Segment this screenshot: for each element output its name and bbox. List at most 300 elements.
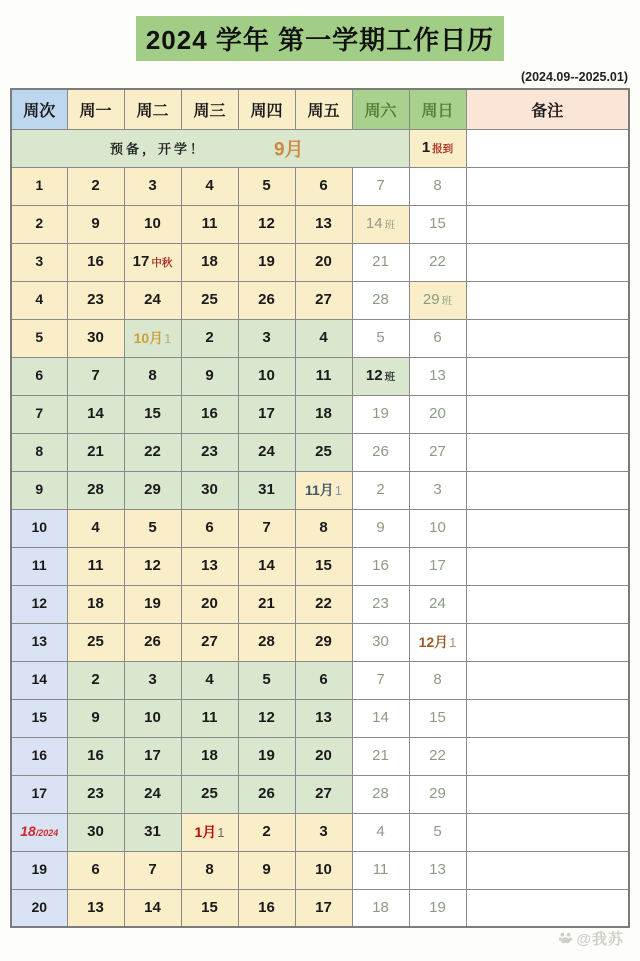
day-cell: [295, 585, 352, 623]
day-number: 1: [421, 139, 431, 156]
day-cell: [352, 737, 409, 775]
day-cell: [352, 471, 409, 509]
semester-start-note: 预备，开学！: [110, 141, 207, 157]
day-cell: [67, 281, 124, 319]
day-number: 24: [144, 291, 161, 308]
day-cell: [352, 585, 409, 623]
day-cell: [352, 813, 409, 851]
header-thursday: 周四: [238, 89, 295, 129]
day-cell: [238, 395, 295, 433]
day-number: 29: [422, 291, 440, 308]
day-number: 1: [217, 825, 225, 840]
day-cell: [295, 471, 352, 509]
day-cell: [409, 585, 466, 623]
week-number: 4: [35, 291, 44, 307]
paw-icon: [558, 931, 573, 946]
page-title: 2024 学年 第一学期工作日历: [136, 16, 504, 61]
day-number: 13: [315, 709, 332, 726]
day-cell: [295, 699, 352, 737]
day-number: 19: [258, 747, 275, 764]
note-cell: [466, 661, 629, 699]
day-number: 30: [87, 823, 104, 840]
day-number: 20: [315, 747, 332, 764]
week-number: 13: [31, 633, 48, 649]
day-cell: [295, 661, 352, 699]
day-number: 5: [376, 329, 385, 346]
header-week-number: 周次: [11, 89, 67, 129]
day-number: 22: [315, 595, 332, 612]
day-cell: [238, 471, 295, 509]
day-number: 2: [91, 177, 100, 194]
day-number: 18: [315, 405, 332, 422]
week-cell: [11, 471, 67, 509]
day-number: 30: [372, 633, 389, 650]
day-number: 21: [258, 595, 275, 612]
day-number: 10: [144, 215, 161, 232]
day-number: 26: [144, 633, 161, 650]
day-cell: [67, 813, 124, 851]
day-cell: [295, 357, 352, 395]
day-number: 9: [376, 519, 385, 536]
note-cell: [466, 395, 629, 433]
day-number: 13: [429, 367, 446, 384]
day-cell: [67, 205, 124, 243]
calendar-row: [11, 813, 629, 851]
day-number: 18: [201, 747, 218, 764]
day-cell: [181, 775, 238, 813]
day-number: 4: [376, 823, 385, 840]
day-cell: [295, 281, 352, 319]
day-cell: [409, 737, 466, 775]
day-number: 26: [258, 785, 275, 802]
day-cell: [238, 851, 295, 889]
day-cell: [295, 623, 352, 661]
day-number: 16: [258, 898, 275, 916]
week-number: 10: [31, 519, 48, 535]
day-cell: [238, 167, 295, 205]
month-label: 12月: [418, 634, 449, 650]
day-number: 8: [433, 177, 442, 194]
day-number: 8: [433, 671, 442, 688]
calendar-row: [11, 357, 629, 395]
day-cell: [67, 623, 124, 661]
day-cell: [181, 509, 238, 547]
day-cell: [124, 167, 181, 205]
day-cell: [67, 319, 124, 357]
calendar-row: [11, 775, 629, 813]
day-number: 10: [144, 709, 161, 726]
day-number: 23: [87, 291, 104, 308]
day-cell: [67, 395, 124, 433]
day-number: 31: [144, 823, 161, 840]
calendar-row: [11, 205, 629, 243]
header-tuesday: 周二: [124, 89, 181, 129]
day-cell: [295, 737, 352, 775]
day-cell: [409, 395, 466, 433]
day-cell: [409, 813, 466, 851]
day-number: 22: [429, 253, 446, 270]
day-cell: [67, 661, 124, 699]
day-number: 27: [315, 291, 332, 308]
day-cell: [295, 205, 352, 243]
day-cell: [181, 167, 238, 205]
day-cell: [67, 699, 124, 737]
note-cell: [466, 851, 629, 889]
day-cell: [67, 889, 124, 927]
day-number: 1: [164, 331, 172, 346]
day-cell: [67, 775, 124, 813]
day-number: 2: [205, 329, 214, 346]
day-number: 17: [429, 557, 446, 574]
day-number: 4: [91, 519, 100, 536]
day-number: 25: [201, 785, 218, 802]
day-cell: [124, 851, 181, 889]
day-cell: [238, 547, 295, 585]
day-cell: [295, 433, 352, 471]
day-cell: [352, 889, 409, 927]
day-number: 17: [132, 253, 150, 270]
day-cell: [67, 737, 124, 775]
day-cell: [295, 813, 352, 851]
week-cell: [11, 167, 67, 205]
week-number: 20: [31, 898, 48, 915]
day-number: 14: [87, 405, 104, 422]
day-cell: [409, 699, 466, 737]
day-cell: [238, 623, 295, 661]
day-cell: [352, 623, 409, 661]
week-number: 2: [35, 215, 44, 231]
day-cell: [181, 889, 238, 927]
note-cell: [466, 509, 629, 547]
day-number: 10: [258, 367, 275, 384]
day-number: 21: [372, 253, 389, 270]
day-number: 28: [258, 633, 275, 650]
week-cell: [11, 851, 67, 889]
day-number: 4: [205, 177, 214, 194]
day-cell: [67, 851, 124, 889]
day-number: 16: [87, 747, 104, 764]
note-cell: [466, 281, 629, 319]
day-cell: [67, 357, 124, 395]
note-cell: [466, 129, 629, 167]
header-sunday: 周日: [409, 89, 466, 129]
note-cell: [466, 813, 629, 851]
day-cell: [238, 205, 295, 243]
calendar-row: [11, 737, 629, 775]
note-cell: [466, 357, 629, 395]
note-cell: [466, 699, 629, 737]
day-cell: [238, 661, 295, 699]
day-tag: 班: [384, 219, 396, 231]
note-cell: [466, 623, 629, 661]
week-cell: [11, 433, 67, 471]
day-number: 5: [262, 177, 271, 194]
header-saturday: 周六: [352, 89, 409, 129]
calendar-row: [11, 243, 629, 281]
day-number: 3: [262, 329, 271, 346]
note-cell: [466, 471, 629, 509]
day-cell: [181, 661, 238, 699]
day-cell: [295, 319, 352, 357]
calendar-body: [11, 129, 629, 927]
day-cell: [352, 281, 409, 319]
week-number: 19: [31, 861, 48, 877]
header-monday: 周一: [67, 89, 124, 129]
september-month-label: 9月: [274, 139, 304, 161]
calendar-row: [11, 547, 629, 585]
day-number: 27: [429, 443, 446, 460]
day-cell: [124, 889, 181, 927]
calendar-row: [11, 509, 629, 547]
week-number: 5: [35, 329, 44, 345]
day-number: 8: [319, 519, 328, 536]
day-number: 28: [372, 291, 389, 308]
calendar-row: [11, 851, 629, 889]
day-number: 14: [144, 898, 161, 916]
day-cell: [352, 509, 409, 547]
note-cell: [466, 775, 629, 813]
day-number: 10: [315, 861, 332, 878]
day-cell: [67, 471, 124, 509]
day-number: 15: [315, 557, 332, 574]
day-cell: [352, 357, 409, 395]
calendar-row: [11, 623, 629, 661]
week-number: 8: [35, 443, 44, 459]
calendar-row: [11, 281, 629, 319]
day-number: 13: [87, 898, 104, 916]
day-cell: [238, 281, 295, 319]
day-number: 13: [315, 215, 332, 232]
calendar-row: [11, 167, 629, 205]
day-cell: [181, 851, 238, 889]
calendar-row: [11, 889, 629, 927]
day-cell: [295, 509, 352, 547]
day-number: 15: [429, 215, 446, 232]
watermark: [558, 928, 624, 949]
day-number: 31: [258, 481, 275, 498]
day-number: 5: [262, 671, 271, 688]
day-cell: [67, 167, 124, 205]
week-cell: [11, 623, 67, 661]
day-number: 1: [334, 483, 343, 498]
day-cell: [409, 851, 466, 889]
week-cell: [11, 395, 67, 433]
day-number: 25: [87, 633, 104, 650]
day-number: 14: [365, 215, 383, 232]
day-cell: [295, 889, 352, 927]
day-number: 28: [372, 785, 389, 802]
day-cell: [181, 585, 238, 623]
day-cell: [238, 737, 295, 775]
day-number: 25: [201, 291, 218, 308]
week-cell: [11, 585, 67, 623]
day-cell: [67, 585, 124, 623]
day-number: 12: [144, 557, 161, 574]
day-cell: [124, 813, 181, 851]
day-number: 2: [91, 671, 100, 688]
day-cell: [181, 699, 238, 737]
week-number: 11: [31, 557, 47, 573]
day-number: 7: [376, 177, 385, 194]
day-number: 24: [429, 595, 446, 612]
day-number: 16: [201, 405, 218, 422]
day-cell: [295, 547, 352, 585]
day-cell: [238, 357, 295, 395]
date-range: (2024.09--2025.01): [520, 70, 628, 84]
header-remarks: 备注: [466, 89, 629, 129]
day-number: 10: [429, 519, 446, 536]
day-number: 11: [201, 709, 218, 726]
day-cell: [352, 243, 409, 281]
day-number: 23: [201, 443, 218, 460]
day-cell: [295, 851, 352, 889]
header-friday: 周五: [295, 89, 352, 129]
calendar-row: [11, 661, 629, 699]
day-cell: [409, 661, 466, 699]
day-cell: [352, 319, 409, 357]
day-cell: [409, 471, 466, 509]
week-cell: [11, 319, 67, 357]
week-number: 7: [35, 405, 44, 421]
day-cell: [124, 205, 181, 243]
day-cell: [295, 395, 352, 433]
day-number: 6: [319, 671, 328, 688]
day-cell: [295, 167, 352, 205]
day-cell: [238, 813, 295, 851]
day-number: 15: [144, 405, 161, 422]
day-number: 17: [258, 405, 275, 422]
day-cell-report: [409, 129, 466, 167]
day-number: 13: [429, 861, 446, 878]
day-cell: [181, 357, 238, 395]
day-number: 18: [87, 595, 104, 612]
day-number: 12: [258, 215, 275, 232]
note-cell: [466, 889, 629, 927]
day-number: 17: [315, 898, 332, 916]
day-number: 16: [87, 253, 104, 270]
note-cell: [466, 243, 629, 281]
day-cell: [238, 243, 295, 281]
day-number: 3: [148, 177, 157, 194]
day-cell: [124, 357, 181, 395]
day-number: 26: [258, 291, 275, 308]
day-number: 6: [319, 177, 328, 194]
week-number: 14: [31, 671, 48, 687]
note-cell: [466, 205, 629, 243]
calendar-row: [11, 395, 629, 433]
day-cell: [67, 433, 124, 471]
day-number: 11: [87, 557, 104, 574]
day-number: 4: [205, 671, 214, 688]
day-cell: [409, 509, 466, 547]
day-cell: [124, 547, 181, 585]
day-number: 9: [91, 709, 100, 726]
day-number: 4: [319, 329, 328, 346]
day-number: 1: [449, 635, 457, 650]
day-cell: [124, 775, 181, 813]
report-tag: 报到: [432, 143, 454, 155]
header-row: [11, 89, 629, 129]
day-number: 11: [372, 861, 389, 878]
day-number: 21: [87, 443, 104, 460]
month-label: 10月: [133, 330, 164, 346]
note-cell: [466, 167, 629, 205]
day-cell: [409, 243, 466, 281]
day-number: 7: [376, 671, 385, 688]
day-cell: [409, 889, 466, 927]
week-cell: [11, 775, 67, 813]
day-cell: [124, 243, 181, 281]
day-number: 20: [315, 253, 332, 270]
week-cell: [11, 737, 67, 775]
day-number: 24: [258, 443, 275, 460]
day-number: 3: [433, 481, 442, 498]
calendar-row: [11, 699, 629, 737]
day-number: 3: [148, 671, 157, 688]
week-cell: [11, 281, 67, 319]
note-cell: [466, 737, 629, 775]
day-number: 29: [429, 785, 446, 802]
day-number: 11: [315, 367, 332, 384]
september-band: [11, 129, 409, 167]
week-cell: [11, 205, 67, 243]
day-cell: [409, 433, 466, 471]
day-cell: [238, 585, 295, 623]
day-number: 3: [319, 823, 328, 840]
day-cell: [238, 775, 295, 813]
day-number: 23: [87, 785, 104, 802]
day-number: 20: [429, 405, 446, 422]
week-cell: [11, 813, 67, 851]
calendar-row: [11, 471, 629, 509]
day-number: 9: [91, 215, 100, 232]
day-cell: [352, 775, 409, 813]
week-cell: [11, 243, 67, 281]
day-tag: 班: [441, 295, 453, 307]
day-cell: [181, 281, 238, 319]
day-cell: [352, 699, 409, 737]
month-row-september: [11, 129, 629, 167]
day-number: 13: [201, 557, 218, 574]
day-cell: [409, 281, 466, 319]
day-number: 21: [372, 747, 389, 764]
day-cell: [124, 281, 181, 319]
day-number: 16: [372, 557, 389, 574]
day-number: 14: [372, 709, 389, 726]
week-number: 18: [20, 823, 36, 839]
day-number: 15: [429, 709, 446, 726]
week-cell: [11, 357, 67, 395]
day-cell: [181, 205, 238, 243]
day-cell: [409, 319, 466, 357]
day-number: 8: [148, 367, 157, 384]
day-tag: 班: [384, 371, 396, 383]
day-number: 2: [262, 823, 271, 840]
day-cell: [352, 433, 409, 471]
day-number: 7: [148, 861, 157, 878]
day-number: 11: [201, 215, 218, 232]
week-cell: [11, 661, 67, 699]
day-number: 19: [372, 405, 389, 422]
day-cell: [124, 737, 181, 775]
day-number: 19: [144, 595, 161, 612]
day-cell: [181, 243, 238, 281]
day-number: 9: [205, 367, 214, 384]
day-cell: [295, 775, 352, 813]
day-cell: [181, 433, 238, 471]
week-cell: [11, 509, 67, 547]
header-wednesday: 周三: [181, 89, 238, 129]
